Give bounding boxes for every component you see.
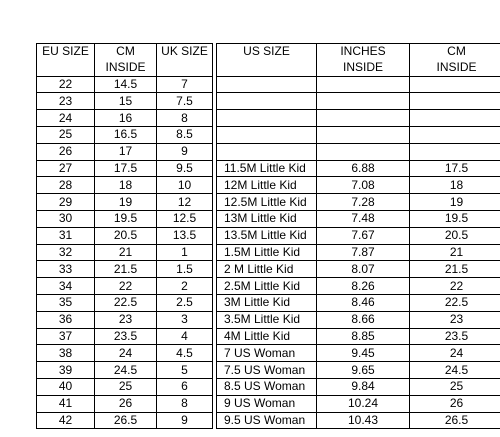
uk-size-cell: 2 xyxy=(157,278,213,295)
cm-inside-cell: 24.5 xyxy=(410,362,500,379)
cm-inside-cell: 25 xyxy=(410,378,500,395)
eu-size-cell: 24 xyxy=(37,110,95,127)
cm-inside-cell: 17 xyxy=(95,143,157,160)
header-cm-inside: INSIDE xyxy=(95,60,157,76)
table-row xyxy=(37,126,213,143)
table-row xyxy=(217,160,500,177)
inches-inside-cell xyxy=(317,143,410,160)
header-eu-size: EU SIZE xyxy=(37,44,95,60)
inches-inside-cell xyxy=(317,93,410,110)
us-size-cell: 4M Little Kid xyxy=(217,328,317,345)
inches-inside-cell: 9.45 xyxy=(317,345,410,362)
table-row xyxy=(37,194,213,211)
cm-inside-cell: 16.5 xyxy=(95,126,157,143)
us-size-cell xyxy=(217,76,317,93)
cm-inside-cell: 14.5 xyxy=(95,76,157,93)
uk-size-cell: 8.5 xyxy=(157,126,213,143)
table-row xyxy=(37,362,213,379)
table-row xyxy=(37,110,213,127)
table-row xyxy=(217,227,500,244)
uk-size-cell: 12 xyxy=(157,194,213,211)
table-row xyxy=(37,261,213,278)
eu-size-cell: 31 xyxy=(37,227,95,244)
us-size-cell: 9 US Woman xyxy=(217,395,317,412)
uk-size-cell: 9 xyxy=(157,412,213,429)
uk-size-cell: 1 xyxy=(157,244,213,261)
eu-size-cell: 28 xyxy=(37,177,95,194)
header-inches-inside: INSIDE xyxy=(317,60,410,76)
cm-inside-cell: 25 xyxy=(95,378,157,395)
cm-inside-cell xyxy=(410,126,500,143)
cm-inside-cell: 20.5 xyxy=(410,227,500,244)
inches-inside-cell: 10.24 xyxy=(317,395,410,412)
eu-size-cell: 25 xyxy=(37,126,95,143)
table-row xyxy=(37,143,213,160)
uk-size-cell: 7 xyxy=(157,76,213,93)
cm-inside-cell: 20.5 xyxy=(95,227,157,244)
us-size-cell: 7 US Woman xyxy=(217,345,317,362)
inches-inside-cell: 6.88 xyxy=(317,160,410,177)
table-row xyxy=(37,328,213,345)
cm-inside-cell: 26 xyxy=(410,395,500,412)
eu-cm-uk-table xyxy=(36,43,213,429)
cm-inside-cell: 23.5 xyxy=(95,328,157,345)
uk-size-cell: 6 xyxy=(157,378,213,395)
uk-size-cell: 13.5 xyxy=(157,227,213,244)
eu-size-cell: 40 xyxy=(37,378,95,395)
cm-inside-cell: 15 xyxy=(95,93,157,110)
eu-size-cell: 41 xyxy=(37,395,95,412)
table-row xyxy=(37,76,213,93)
cm-inside-cell: 21 xyxy=(410,244,500,261)
inches-inside-cell: 7.87 xyxy=(317,244,410,261)
uk-size-cell: 8 xyxy=(157,395,213,412)
cm-inside-cell: 26 xyxy=(95,395,157,412)
cm-inside-cell: 19.5 xyxy=(95,210,157,227)
header-uk-size-2 xyxy=(157,60,213,76)
table-row xyxy=(37,412,213,429)
table-row xyxy=(217,378,500,395)
header-row xyxy=(217,44,500,60)
eu-size-cell: 23 xyxy=(37,93,95,110)
cm-inside-cell: 22 xyxy=(410,278,500,295)
uk-size-cell: 9 xyxy=(157,143,213,160)
inches-inside-cell: 8.07 xyxy=(317,261,410,278)
table-row xyxy=(217,177,500,194)
us-size-cell: 9.5 US Woman xyxy=(217,412,317,429)
us-size-cell: 2.5M Little Kid xyxy=(217,278,317,295)
eu-size-cell: 32 xyxy=(37,244,95,261)
table-row xyxy=(37,210,213,227)
header-row-2 xyxy=(217,60,500,76)
cm-inside-cell: 23 xyxy=(95,311,157,328)
us-size-cell: 12M Little Kid xyxy=(217,177,317,194)
uk-size-cell: 7.5 xyxy=(157,93,213,110)
cm-inside-cell xyxy=(410,93,500,110)
us-size-cell: 12.5M Little Kid xyxy=(217,194,317,211)
table-row xyxy=(217,143,500,160)
eu-size-cell: 22 xyxy=(37,76,95,93)
uk-size-cell: 12.5 xyxy=(157,210,213,227)
table-row xyxy=(217,362,500,379)
header-row xyxy=(37,44,213,60)
eu-size-cell: 27 xyxy=(37,160,95,177)
eu-size-cell: 39 xyxy=(37,362,95,379)
table-row xyxy=(37,294,213,311)
us-size-cell: 3.5M Little Kid xyxy=(217,311,317,328)
us-size-cell xyxy=(217,110,317,127)
header-inches: INCHES xyxy=(317,44,410,60)
table-row xyxy=(217,412,500,429)
table-row xyxy=(217,210,500,227)
inches-inside-cell: 7.08 xyxy=(317,177,410,194)
table-row xyxy=(217,328,500,345)
inches-inside-cell xyxy=(317,76,410,93)
table-row xyxy=(37,378,213,395)
inches-inside-cell xyxy=(317,126,410,143)
inches-inside-cell: 7.28 xyxy=(317,194,410,211)
cm-inside-cell: 24.5 xyxy=(95,362,157,379)
eu-size-cell: 42 xyxy=(37,412,95,429)
cm-inside-cell: 21 xyxy=(95,244,157,261)
us-size-cell: 2 M Little Kid xyxy=(217,261,317,278)
header-cm-inside-right: INSIDE xyxy=(410,60,500,76)
us-size-cell: 7.5 US Woman xyxy=(217,362,317,379)
cm-inside-cell: 24 xyxy=(410,345,500,362)
uk-size-cell: 3 xyxy=(157,311,213,328)
cm-inside-cell: 23 xyxy=(410,311,500,328)
us-size-cell xyxy=(217,93,317,110)
us-size-cell: 13.5M Little Kid xyxy=(217,227,317,244)
header-cm: CM xyxy=(95,44,157,60)
table-row xyxy=(217,395,500,412)
uk-size-cell: 5 xyxy=(157,362,213,379)
table-row xyxy=(217,294,500,311)
cm-inside-cell: 19 xyxy=(410,194,500,211)
table-row xyxy=(217,261,500,278)
uk-size-cell: 8 xyxy=(157,110,213,127)
inches-inside-cell: 10.43 xyxy=(317,412,410,429)
header-us-size-2 xyxy=(217,60,317,76)
uk-size-cell: 4.5 xyxy=(157,345,213,362)
uk-size-cell: 1.5 xyxy=(157,261,213,278)
table-row xyxy=(217,278,500,295)
eu-size-cell: 34 xyxy=(37,278,95,295)
eu-size-cell: 33 xyxy=(37,261,95,278)
cm-inside-cell: 22 xyxy=(95,278,157,295)
cm-inside-cell: 19 xyxy=(95,194,157,211)
inches-inside-cell: 8.66 xyxy=(317,311,410,328)
table-row xyxy=(37,278,213,295)
inches-inside-cell: 9.84 xyxy=(317,378,410,395)
header-row-2 xyxy=(37,60,213,76)
table-row xyxy=(37,395,213,412)
cm-inside-cell: 17.5 xyxy=(410,160,500,177)
cm-inside-cell: 26.5 xyxy=(410,412,500,429)
inches-inside-cell xyxy=(317,110,410,127)
cm-inside-cell: 23.5 xyxy=(410,328,500,345)
table-row xyxy=(217,93,500,110)
inches-inside-cell: 9.65 xyxy=(317,362,410,379)
cm-inside-cell: 18 xyxy=(95,177,157,194)
cm-inside-cell: 18 xyxy=(410,177,500,194)
eu-size-cell: 35 xyxy=(37,294,95,311)
eu-size-cell: 26 xyxy=(37,143,95,160)
cm-inside-cell: 16 xyxy=(95,110,157,127)
inches-inside-cell: 8.85 xyxy=(317,328,410,345)
uk-size-cell: 4 xyxy=(157,328,213,345)
us-inches-cm-table xyxy=(216,43,500,429)
us-size-cell: 8.5 US Woman xyxy=(217,378,317,395)
inches-inside-cell: 7.67 xyxy=(317,227,410,244)
header-uk-size: UK SIZE xyxy=(157,44,213,60)
cm-inside-cell: 21.5 xyxy=(95,261,157,278)
header-cm-right: CM xyxy=(410,44,500,60)
cm-inside-cell xyxy=(410,76,500,93)
table-row xyxy=(37,244,213,261)
us-size-cell: 13M Little Kid xyxy=(217,210,317,227)
cm-inside-cell: 17.5 xyxy=(95,160,157,177)
table-row xyxy=(37,345,213,362)
cm-inside-cell: 19.5 xyxy=(410,210,500,227)
cm-inside-cell: 21.5 xyxy=(410,261,500,278)
inches-inside-cell: 8.46 xyxy=(317,294,410,311)
table-row xyxy=(217,345,500,362)
eu-size-cell: 36 xyxy=(37,311,95,328)
eu-size-cell: 37 xyxy=(37,328,95,345)
eu-size-cell: 30 xyxy=(37,210,95,227)
table-row xyxy=(217,244,500,261)
header-eu-size-2 xyxy=(37,60,95,76)
table-row xyxy=(217,311,500,328)
us-size-cell: 11.5M Little Kid xyxy=(217,160,317,177)
us-size-cell: 3M Little Kid xyxy=(217,294,317,311)
cm-inside-cell: 22.5 xyxy=(95,294,157,311)
table-row xyxy=(217,194,500,211)
us-size-cell xyxy=(217,126,317,143)
cm-inside-cell: 22.5 xyxy=(410,294,500,311)
uk-size-cell: 9.5 xyxy=(157,160,213,177)
cm-inside-cell xyxy=(410,110,500,127)
uk-size-cell: 2.5 xyxy=(157,294,213,311)
cm-inside-cell: 26.5 xyxy=(95,412,157,429)
inches-inside-cell: 7.48 xyxy=(317,210,410,227)
table-row xyxy=(217,126,500,143)
table-row xyxy=(37,311,213,328)
table-row xyxy=(37,227,213,244)
table-row xyxy=(37,177,213,194)
table-row xyxy=(37,160,213,177)
inches-inside-cell: 8.26 xyxy=(317,278,410,295)
cm-inside-cell xyxy=(410,143,500,160)
cm-inside-cell: 24 xyxy=(95,345,157,362)
table-row xyxy=(217,76,500,93)
us-size-cell xyxy=(217,143,317,160)
eu-size-cell: 29 xyxy=(37,194,95,211)
table-row xyxy=(37,93,213,110)
eu-size-cell: 38 xyxy=(37,345,95,362)
uk-size-cell: 10 xyxy=(157,177,213,194)
table-row xyxy=(217,110,500,127)
header-us-size: US SIZE xyxy=(217,44,317,60)
us-size-cell: 1.5M Little Kid xyxy=(217,244,317,261)
